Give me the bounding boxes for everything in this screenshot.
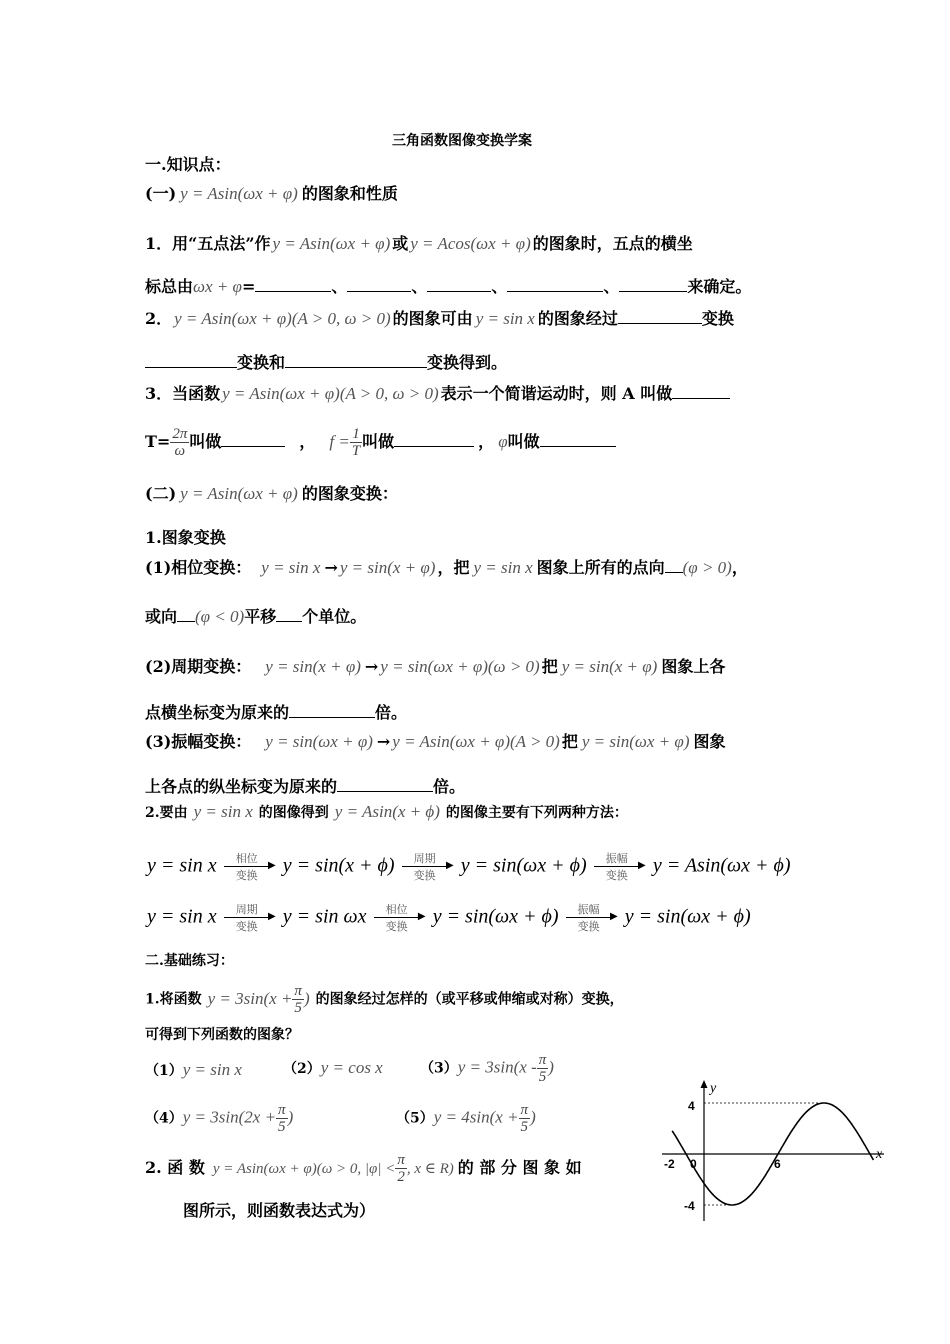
sep: 、 <box>603 277 620 296</box>
chain-expr: y = sin(ωx + ϕ) <box>432 905 559 928</box>
arrow-bottom-label: 变换 <box>385 920 408 933</box>
comma: ， <box>478 432 495 451</box>
frac-num: π <box>538 1052 547 1068</box>
part-1-formula: y = Asin(ωx + φ) <box>180 184 298 203</box>
question-1 <box>145 231 693 254</box>
arrowhead-icon: ▶ <box>267 860 276 871</box>
q3-f-lhs: f = <box>329 432 350 451</box>
arrow-icon: → <box>376 732 391 751</box>
chain-expr: y = sin x <box>147 854 217 877</box>
q2-tail: 的图象经过 <box>537 309 618 328</box>
chain-expr: y = sin(x + ϕ) <box>282 854 395 877</box>
t3-label: (3)振幅变换： <box>145 732 252 751</box>
t1-tail: 图象上所有的点向 <box>536 558 665 577</box>
transform-chain-2 <box>147 903 751 933</box>
ex2-b: 的 部 分 图 象 如 <box>457 1158 582 1177</box>
t2-to: y = sin(ωx + φ)(ω > 0) <box>380 657 540 676</box>
transform-period-line-2 <box>145 700 407 723</box>
part-2-formula: y = Asin(ωx + φ) <box>180 484 298 503</box>
frac-num: π <box>278 1102 286 1118</box>
blank[interactable] <box>540 432 616 447</box>
option-label: （3） <box>420 1060 458 1077</box>
arrow-bottom-label: 变换 <box>605 869 628 882</box>
section-1-heading: 一.知识点： <box>145 155 231 174</box>
ex1-formula: y = 3sin(x + <box>207 988 293 1008</box>
blank[interactable] <box>289 703 375 718</box>
arrowhead-icon: ▶ <box>638 860 646 871</box>
q2-formula-2: y = sin x <box>475 309 535 328</box>
exercise-1-line-2: 可得到下列函数的图象？ <box>145 1027 299 1043</box>
t3-to: y = Asin(ωx + φ)(A > 0) <box>392 732 560 751</box>
frac-den: 5 <box>294 1000 302 1016</box>
t1-end: ， <box>731 558 748 577</box>
option-close: ) <box>530 1107 536 1127</box>
option-label: （5） <box>396 1110 434 1127</box>
blank[interactable] <box>665 558 683 573</box>
q2-t2: 变换和 <box>237 353 286 372</box>
arrow-top-label: 振幅 <box>605 852 628 865</box>
arrow-top-label: 振幅 <box>577 903 600 916</box>
arrowhead-icon: ▶ <box>445 860 454 871</box>
chain-expr: y = Asin(ωx + ϕ) <box>652 854 791 877</box>
sep: 、 <box>331 277 348 296</box>
option-formula: y = 4sin(x + <box>433 1107 519 1127</box>
q2-number: 2． <box>145 309 173 328</box>
labeled-arrow <box>372 903 428 933</box>
option-2 <box>283 1058 383 1078</box>
fraction-pi-5 <box>276 1102 288 1135</box>
arrow-top-label: 周期 <box>235 903 258 916</box>
labeled-arrow <box>400 852 456 882</box>
part-2-heading <box>145 481 398 504</box>
t1-l2b: 平移 <box>244 607 277 626</box>
blank[interactable] <box>394 432 474 447</box>
q1-or: 或 <box>392 234 409 253</box>
arrowhead-icon: ▶ <box>609 911 618 922</box>
subheading-2 <box>145 802 628 822</box>
blank[interactable] <box>145 353 237 368</box>
q1-end: 来确定。 <box>687 277 752 296</box>
arrow-icon: → <box>364 657 379 676</box>
x-tick-left: -2 <box>664 1157 675 1171</box>
arrow-bottom-label: 变换 <box>235 920 258 933</box>
q1-lead: 1．用“五点法”作 <box>145 234 271 253</box>
blank[interactable] <box>276 607 302 622</box>
q2-formula-1: y = Asin(ωx + φ)(A > 0, ω > 0) <box>174 309 391 328</box>
q1-tail: 的图象时，五点的横坐 <box>532 234 693 253</box>
q1-eq: = <box>241 277 256 296</box>
sub2-b: 的图像得到 <box>258 805 329 821</box>
section-2-heading: 二.基础练习： <box>145 953 234 969</box>
blank[interactable] <box>507 277 603 292</box>
frac-num: π <box>294 983 302 999</box>
arrow-bottom-label: 变换 <box>577 920 600 933</box>
ex1-b: 的图象经过怎样的（或平移或伸缩或对称）变换， <box>315 991 624 1008</box>
frac-num: 1 <box>350 426 362 443</box>
part-1-open: (一) <box>145 184 177 203</box>
fraction-pi-5 <box>292 983 304 1016</box>
t2-l2b: 倍。 <box>375 703 408 722</box>
fraction-pi-5 <box>519 1102 531 1135</box>
fraction-2pi-omega <box>170 426 189 459</box>
blank[interactable] <box>177 607 195 622</box>
exercise-1 <box>145 983 624 1016</box>
exercise-2-line-2: 图所示，则函数表达式为） <box>183 1201 376 1220</box>
q1-formula-1: y = Asin(ωx + φ) <box>272 234 391 253</box>
option-formula: y = 3sin(2x + <box>182 1107 277 1127</box>
question-2 <box>145 306 734 329</box>
frac-num: 2π <box>172 426 188 442</box>
t1-l2: 或向 <box>145 607 178 626</box>
t2-f: y = sin(x + φ) <box>561 657 658 676</box>
arrowhead-icon: ▶ <box>417 911 426 922</box>
frac-den: 5 <box>278 1119 286 1135</box>
t3-f: y = sin(ωx + φ) <box>581 732 690 751</box>
y-tick-bottom: -4 <box>684 1199 695 1213</box>
part-1-heading <box>145 181 398 204</box>
blank[interactable] <box>427 277 491 292</box>
t2-from: y = sin(x + φ) <box>265 657 361 676</box>
ex1-close: ) <box>303 988 310 1008</box>
subheading-1: 1.图象变换 <box>145 528 226 547</box>
t2-mid: 把 <box>541 657 558 676</box>
arrow-top-label: 周期 <box>413 852 436 865</box>
chain-expr: y = sin x <box>147 905 217 928</box>
labeled-arrow <box>222 852 278 882</box>
sep: 、 <box>411 277 428 296</box>
ex2-a: 2. 函 数 <box>145 1158 205 1177</box>
t1-to: y = sin(x + φ) <box>339 558 436 577</box>
x-axis-label: x <box>876 1147 883 1162</box>
option-formula: y = sin x <box>182 1060 242 1079</box>
sub2-c: 的图像主要有下列两种方法： <box>445 805 628 821</box>
frac-num: π <box>397 1152 405 1168</box>
comma: ， <box>299 432 316 451</box>
question-2-line-2 <box>145 350 507 373</box>
arrow-top-label: 相位 <box>235 852 258 865</box>
labeled-arrow <box>592 852 648 882</box>
t3-l2b: 倍。 <box>433 777 466 796</box>
blank[interactable] <box>672 384 730 399</box>
labeled-arrow <box>222 903 278 933</box>
option-5 <box>396 1102 536 1135</box>
transform-amplitude <box>145 729 726 752</box>
t1-label: (1)相位变换： <box>145 558 252 577</box>
blank[interactable] <box>255 277 331 292</box>
part-1-text: 的图象和性质 <box>301 184 398 203</box>
frac-num: π <box>520 1102 529 1118</box>
option-label: （4） <box>145 1110 183 1127</box>
t3-l2: 上各点的纵坐标变为原来的 <box>145 777 338 796</box>
frac-den: 2 <box>397 1169 405 1185</box>
q1-l2-lead: 标总由 <box>145 277 194 296</box>
arrow-icon: → <box>324 558 338 577</box>
blank[interactable] <box>285 353 427 368</box>
chain-expr: y = sin ωx <box>282 905 367 928</box>
sep: 、 <box>491 277 508 296</box>
transform-phase <box>145 555 748 578</box>
blank[interactable] <box>618 309 702 324</box>
blank[interactable] <box>619 277 687 292</box>
q2-t1: 变换 <box>701 309 734 328</box>
y-axis-arrow-icon <box>701 1080 708 1088</box>
fraction-1-T <box>350 426 362 459</box>
transform-period <box>145 654 725 677</box>
t2-label: (2)周期变换： <box>145 657 252 676</box>
q1-expr: ωx + φ <box>193 277 242 296</box>
q3-call: 叫做 <box>362 432 395 451</box>
t1-l2c: 个单位。 <box>302 607 367 626</box>
option-formula: y = 3sin(x - <box>457 1057 537 1077</box>
doc-title: 三角函数图像变换学案 <box>392 133 532 149</box>
frac-den: T <box>351 443 361 459</box>
part-2-open: (二) <box>145 484 177 503</box>
t1-mid: ，把 <box>437 558 470 577</box>
ex1-a: 1.将函数 <box>145 991 202 1008</box>
t1-from: y = sin x <box>261 558 321 577</box>
option-1 <box>145 1060 242 1080</box>
option-3 <box>420 1052 554 1085</box>
q2-t3: 变换得到。 <box>427 353 508 372</box>
question-3 <box>145 381 730 404</box>
question-3-line-2 <box>145 426 616 459</box>
blank[interactable] <box>221 432 285 447</box>
frac-den: 5 <box>520 1119 529 1135</box>
sub2-a: 2.要由 <box>145 805 188 821</box>
sine-graph <box>660 1076 900 1226</box>
transform-chain-1 <box>147 852 791 882</box>
transform-phase-line-2 <box>145 604 366 627</box>
option-label: （2） <box>283 1061 321 1077</box>
q2-mid: 的图象可由 <box>392 309 473 328</box>
option-formula: y = cos x <box>320 1058 383 1077</box>
fraction-pi-2 <box>395 1152 407 1185</box>
arrowhead-icon: ▶ <box>267 911 276 922</box>
ex2-close: , x ∈ R) <box>406 1161 454 1177</box>
labeled-arrow <box>564 903 620 933</box>
chain-expr: y = sin(ωx + ϕ) <box>624 905 751 928</box>
t2-tail: 图象上各 <box>661 657 726 676</box>
t2-l2: 点横坐标变为原来的 <box>145 703 290 722</box>
q3-phi: φ <box>498 432 508 451</box>
question-1-line-2 <box>145 274 751 297</box>
y-axis-label: y <box>710 1081 717 1096</box>
blank[interactable] <box>337 777 433 792</box>
t1-f: y = sin x <box>473 558 533 577</box>
option-label: （1） <box>145 1063 183 1079</box>
part-2-text: 的图象变换： <box>301 484 398 503</box>
chain-expr: y = sin(ωx + ϕ) <box>460 854 587 877</box>
fraction-pi-5 <box>537 1052 549 1085</box>
sub2-f1: y = sin x <box>193 802 253 821</box>
q3-call: 叫做 <box>189 432 222 451</box>
blank[interactable] <box>347 277 411 292</box>
q3-T: T= <box>145 432 171 451</box>
frac-den: 5 <box>538 1069 547 1085</box>
y-tick-top: 4 <box>688 1099 695 1113</box>
exercise-2 <box>145 1152 582 1185</box>
option-close: ) <box>548 1057 554 1077</box>
origin-label: 0 <box>690 1157 697 1171</box>
sub2-f2: y = Asin(x + ϕ) <box>334 802 440 821</box>
x-tick-right: 6 <box>774 1157 781 1171</box>
q3-tail: 表示一个简谐运动时，则 A 叫做 <box>440 384 673 403</box>
ex2-formula: y = Asin(ωx + φ)(ω > 0, |φ| < <box>212 1161 396 1177</box>
transform-amplitude-line-2 <box>145 774 465 797</box>
frac-den: ω <box>174 443 186 459</box>
t3-from: y = sin(ωx + φ) <box>265 732 373 751</box>
arrow-top-label: 相位 <box>385 903 408 916</box>
q1-formula-2: y = Acos(ωx + φ) <box>410 234 531 253</box>
option-4 <box>145 1102 293 1135</box>
arrow-bottom-label: 变换 <box>413 869 436 882</box>
q3-formula: y = Asin(ωx + φ)(A > 0, ω > 0) <box>222 384 439 403</box>
t1-cond-2: (φ < 0) <box>195 607 245 626</box>
t3-tail: 图象 <box>693 732 726 751</box>
arrow-bottom-label: 变换 <box>235 869 258 882</box>
q3-lead: 3．当函数 <box>145 384 221 403</box>
t1-cond-1: (φ > 0) <box>682 558 732 577</box>
t3-mid: 把 <box>561 732 578 751</box>
q3-call: 叫做 <box>507 432 540 451</box>
option-close: ) <box>287 1107 294 1127</box>
